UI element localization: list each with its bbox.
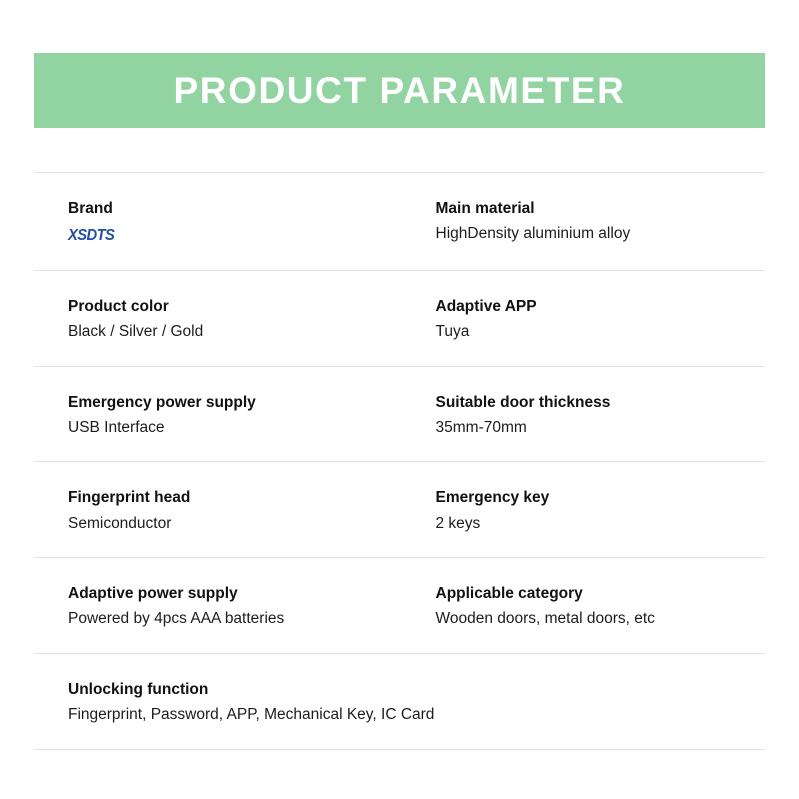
table-cell-suitable-door-thickness	[400, 367, 766, 462]
parameter-label: Adaptive power supply	[68, 585, 238, 602]
table-cell-emergency-key	[400, 462, 766, 557]
parameter-label: Product color	[68, 297, 169, 315]
parameter-label: Suitable door thickness	[435, 393, 611, 411]
parameter-value: HighDensity aluminium alloy	[435, 225, 631, 243]
table-cell-product-color	[34, 271, 400, 366]
table-cell-applicable-category	[400, 558, 766, 653]
table-row	[34, 366, 765, 462]
page-banner	[34, 53, 765, 128]
parameter-value: Black / Silver / Gold	[68, 323, 204, 341]
parameter-value: Semiconductor	[68, 514, 172, 532]
table-row	[34, 461, 765, 557]
table-cell-brand	[34, 173, 400, 270]
parameter-table	[34, 172, 765, 750]
page-title: PRODUCT PARAMETER	[173, 70, 626, 111]
parameter-value: 2 keys	[435, 514, 481, 532]
table-cell-unlocking-function	[34, 654, 765, 749]
brand-logo: XSDTS	[68, 227, 115, 245]
parameter-label: Emergency power supply	[68, 393, 256, 411]
parameter-label: Unlocking function	[68, 680, 209, 698]
table-cell-emergency-power-supply	[34, 367, 400, 462]
parameter-label: Fingerprint head	[68, 489, 191, 507]
table-cell-adaptive-power-supply	[34, 558, 400, 653]
table-row	[34, 172, 765, 270]
parameter-value: Tuya	[435, 323, 470, 341]
parameter-value: Fingerprint, Password, APP, Mechanical Key, IC Card	[68, 706, 435, 724]
parameter-value: 35mm-70mm	[435, 418, 527, 436]
parameter-value: Wooden doors, metal doors, etc	[435, 610, 655, 628]
parameter-label: Main material	[435, 200, 535, 217]
table-row	[34, 653, 765, 750]
table-row	[34, 557, 765, 653]
table-cell-main-material	[400, 173, 766, 270]
parameter-label: Applicable category	[435, 585, 583, 602]
parameter-label: Emergency key	[435, 489, 550, 507]
parameter-label: Brand	[68, 200, 113, 217]
parameter-label: Adaptive APP	[435, 297, 537, 315]
parameter-value: USB Interface	[68, 418, 165, 436]
table-row	[34, 270, 765, 366]
table-cell-adaptive-app	[400, 271, 766, 366]
parameter-value: Powered by 4pcs AAA batteries	[68, 610, 285, 628]
table-cell-fingerprint-head	[34, 462, 400, 557]
